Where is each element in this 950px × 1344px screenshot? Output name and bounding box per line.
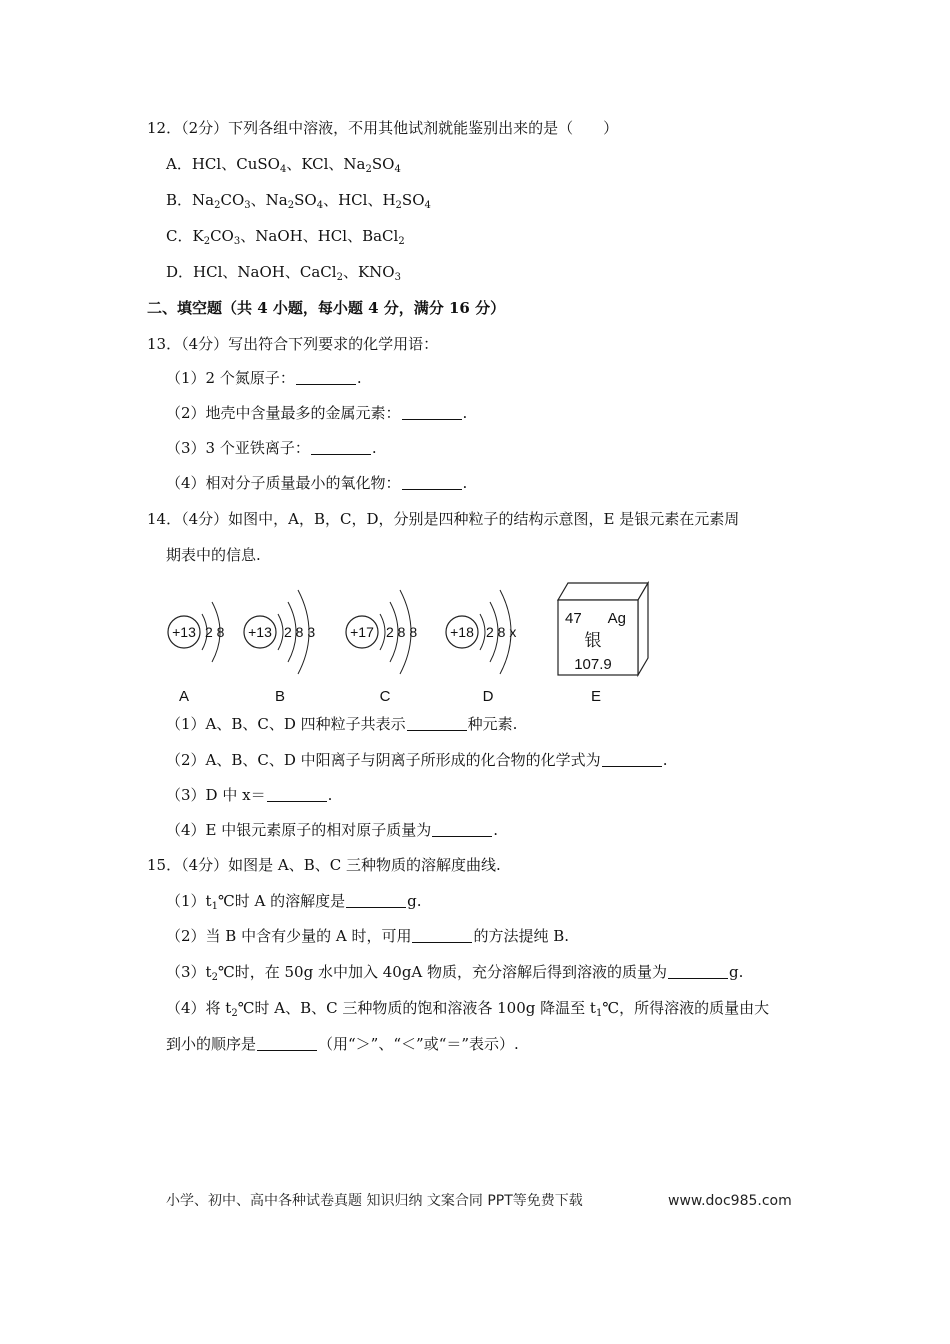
q13-stem: 13．（4分）写出符合下列要求的化学用语： <box>147 335 439 353</box>
atom-diagram-c <box>346 590 417 705</box>
chemical-formula: BaCl$_2$ <box>362 227 405 247</box>
chemical-formula: $KNO_3$ <box>357 263 401 283</box>
element-symbol: Ag <box>607 610 626 627</box>
electron-config: 2 8 3 <box>284 624 316 640</box>
option-label: C． <box>166 227 193 245</box>
chemical-formula: NaOH <box>237 263 285 281</box>
separator: 、 <box>342 263 358 281</box>
q13-part1: （1）2 个氮原子： . <box>166 369 362 387</box>
answer-blank <box>311 440 371 455</box>
option-label: D． <box>166 263 194 281</box>
nucleus-label: +18 <box>450 624 474 640</box>
periodic-table-cell-e <box>558 583 648 705</box>
atom-diagram-b <box>244 590 315 705</box>
atom-diagram-a <box>168 602 225 705</box>
footer-url[interactable]: www.doc985.com <box>668 1193 792 1209</box>
diagram-label-b: B <box>274 688 286 705</box>
separator: 、 <box>240 227 256 245</box>
answer-blank <box>296 370 356 385</box>
diagram-label-e: E <box>590 688 602 705</box>
answer-blank <box>602 752 662 767</box>
element-name: 银 <box>584 631 602 650</box>
answer-blank <box>402 475 462 490</box>
q14-part2: （2）A、B、C、D 中阳离子与阴离子所形成的化合物的化学式为 . <box>166 751 668 769</box>
q12-option-d <box>166 262 401 282</box>
separator: 、 <box>222 263 238 281</box>
separator: 、 <box>328 155 344 173</box>
q15-part1: $(1)t_1℃$时 A 的溶解度是 g. <box>166 892 422 912</box>
q13-part4: （4）相对分子质量最小的氧化物： . <box>166 474 468 492</box>
answer-blank <box>267 787 327 802</box>
separator: 、 <box>250 191 266 209</box>
answer-blank <box>412 928 472 943</box>
separator: 、 <box>367 191 383 209</box>
chemical-formula: HCl <box>338 191 368 209</box>
chemical-formula: $Na_2CO_3$ <box>192 191 251 211</box>
answer-blank <box>407 716 467 731</box>
q13-part3: （3）3 个亚铁离子： . <box>166 439 377 457</box>
option-label: A． <box>166 155 192 173</box>
separator: 、 <box>302 227 318 245</box>
electron-config: 2 8 <box>205 624 225 640</box>
q14-part3: （3）D 中 x＝ . <box>166 786 333 804</box>
q14-stem-line2: 期表中的信息. <box>166 546 261 564</box>
atom-diagram-d <box>446 590 516 705</box>
separator: 、 <box>286 155 302 173</box>
separator: 、 <box>221 155 237 173</box>
q13-part2: （2）地壳中含量最多的金属元素： . <box>166 404 468 422</box>
chemical-formula: $K_2CO_3$ <box>192 227 241 247</box>
chemical-formula: $H_2SO_4$ <box>382 191 431 211</box>
q15-part2: （2）当 B 中含有少量的 A 时，可用 的方法提纯 B. <box>166 927 570 945</box>
q14-part4: （4）E 中银元素原子的相对原子质量为 . <box>166 821 499 839</box>
atomic-mass: 107.9 <box>574 656 612 673</box>
separator: 、 <box>284 263 300 281</box>
q12-option-a <box>166 154 401 174</box>
chemical-formula: NaOH <box>255 227 303 245</box>
chemical-formula: HCl <box>193 263 223 281</box>
chemical-formula: HCl <box>317 227 348 245</box>
q14-part1: （1）A、B、C、D 四种粒子共表示 种元素. <box>166 715 518 733</box>
chemical-formula: $Na_2SO_4$ <box>265 191 324 211</box>
q15-part3: $(3)t_2℃$时，在 50g 水中加入 40gA 物质，充分溶解后得到溶液的质量为 g. <box>166 963 744 983</box>
answer-blank <box>346 893 406 908</box>
section-title: 二、填空题（共 4 小题，每小题 4 分，满分 16 分） <box>147 299 506 317</box>
nucleus-label: +13 <box>248 624 272 640</box>
chemical-formula: $Na_2SO_4$ <box>343 155 401 175</box>
q15-stem: 15．（4分）如图是 A、B、C 三种物质的溶解度曲线. <box>147 856 501 874</box>
answer-blank <box>402 405 462 420</box>
separator: 、 <box>347 227 363 245</box>
diagram-label-c: C <box>379 688 391 705</box>
electron-config: 2 8 8 <box>386 624 418 640</box>
chemical-formula: KCl <box>301 155 329 173</box>
answer-blank <box>432 822 492 837</box>
atom-structure-figure <box>160 570 660 710</box>
chemical-formula: CuSO$_4$ <box>236 155 287 175</box>
chemical-formula: CaCl$_2$ <box>299 263 343 283</box>
q12-stem: 12．（2分）下列各组中溶液，不用其他试剂就能鉴别出来的是（ ） <box>147 119 619 137</box>
q15-part4-line1: （4）将 $t_2℃$时 A、B、C 三种物质的饱和溶液各 100g 降温至 $t_1℃$，所得溶液的质量由大 <box>166 999 770 1019</box>
chemical-formula: HCl <box>191 155 222 173</box>
separator: 、 <box>323 191 339 209</box>
nucleus-label: +13 <box>172 624 196 640</box>
q14-stem-line1: 14．（4分）如图中，A，B，C，D，分别是四种粒子的结构示意图，E 是银元素在元素周 <box>147 510 740 528</box>
nucleus-label: +17 <box>350 624 374 640</box>
diagram-label-a: A <box>178 688 190 705</box>
atomic-number: 47 <box>565 610 582 627</box>
q15-part4-line2: 到小的顺序是 （用“＞”、“＜”或“＝”表示）. <box>166 1035 519 1053</box>
answer-blank <box>668 964 728 979</box>
q12-option-c <box>166 226 405 246</box>
option-label: B． <box>166 191 193 209</box>
diagram-label-d: D <box>482 688 494 705</box>
electron-config: 2 8 x <box>486 624 517 640</box>
answer-blank <box>257 1036 317 1051</box>
footer-text: 小学、初中、高中各种试卷真题 知识归纳 文案合同 PPT等免费下载 <box>166 1193 583 1209</box>
q12-option-b <box>166 190 431 210</box>
